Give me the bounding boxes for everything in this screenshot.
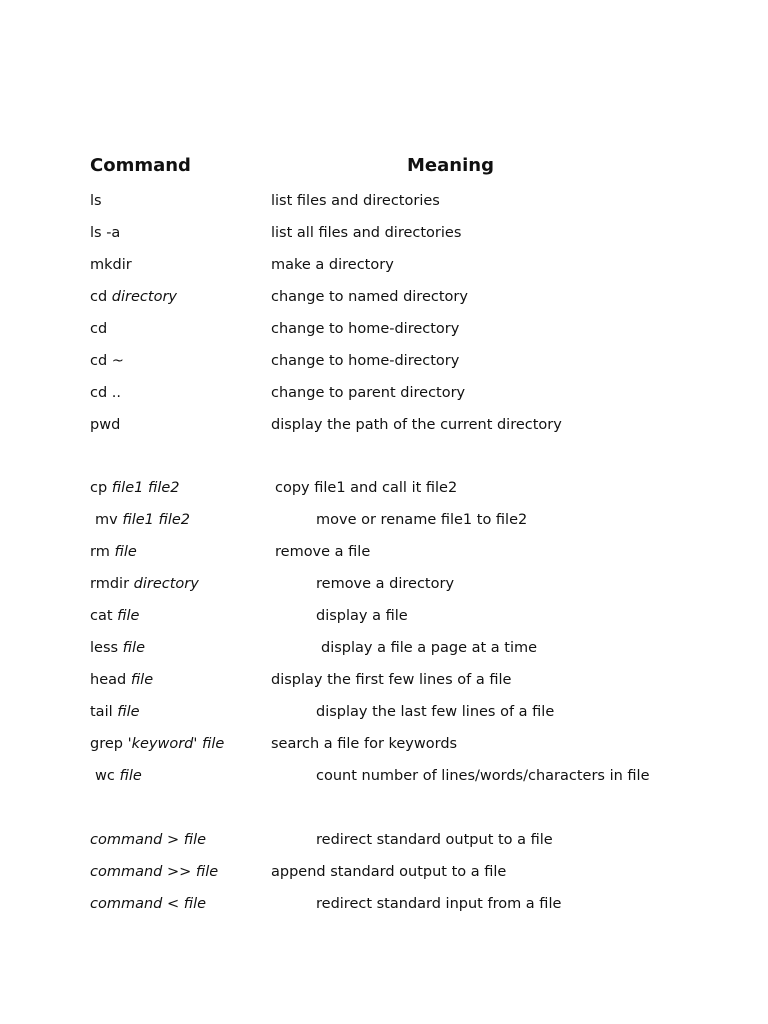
table-row (0, 349, 768, 373)
table-row (0, 189, 768, 213)
command-argument: file (122, 640, 145, 656)
meaning-cell: change to home-directory (271, 321, 460, 337)
table-row (0, 476, 768, 500)
command-name: cat (90, 608, 113, 624)
command-cell: command > file (90, 832, 207, 848)
meaning-cell: search a file for keywords (271, 736, 458, 752)
meaning-cell: move or rename file1 to file2 (316, 512, 528, 528)
meaning-cell: list files and directories (271, 193, 440, 209)
meaning-cell: change to parent directory (271, 385, 466, 401)
command-name: ls (90, 193, 102, 209)
table-row (0, 285, 768, 309)
command-argument: file (119, 768, 142, 784)
command-cell (90, 636, 145, 660)
table-row (0, 668, 768, 692)
command-cell (90, 253, 132, 277)
meaning-cell: remove a directory (316, 576, 455, 592)
command-cell (90, 349, 124, 373)
meaning-cell: change to named directory (271, 289, 468, 305)
table-row (0, 892, 768, 916)
meaning-cell: display the path of the current directory (271, 417, 562, 433)
table-row (0, 860, 768, 884)
command-cell (90, 285, 177, 309)
command-cell (95, 508, 190, 532)
command-cell (90, 381, 121, 405)
table-row (0, 828, 768, 852)
command-cell (90, 221, 120, 245)
command-cell (95, 764, 142, 788)
meaning-cell: make a directory (271, 257, 394, 273)
command-cell: command >> file (90, 864, 219, 880)
table-row (0, 508, 768, 532)
meaning-cell: change to home-directory (271, 353, 460, 369)
command-argument: file (117, 704, 140, 720)
meaning-cell: redirect standard input from a file (316, 896, 562, 912)
command-argument: directory (133, 576, 199, 592)
command-quote: ' (193, 736, 198, 752)
meaning-cell: append standard output to a file (271, 864, 507, 880)
command-name: grep ' (90, 736, 132, 752)
meaning-cell: remove a file (275, 544, 371, 560)
table-row (0, 317, 768, 341)
meaning-cell: list all files and directories (271, 225, 462, 241)
command-name: rm (90, 544, 110, 560)
command-argument: keyword (131, 736, 194, 752)
meaning-cell: redirect standard output to a file (316, 832, 553, 848)
command-name: less (90, 640, 119, 656)
command-name: cp (90, 480, 108, 496)
meaning-cell: display a file (316, 608, 408, 624)
command-cell (90, 317, 107, 341)
command-cell (90, 540, 137, 564)
table-row (0, 732, 768, 756)
command-cell (90, 732, 224, 756)
command-name: cd (90, 289, 108, 305)
table-row (0, 221, 768, 245)
table-row (0, 604, 768, 628)
table-row (0, 764, 768, 788)
command-name: mv (95, 512, 118, 528)
command-argument: file1 file2 (122, 512, 191, 528)
command-name: rmdir (90, 576, 130, 592)
table-row (0, 413, 768, 437)
meaning-cell: display the last few lines of a file (316, 704, 555, 720)
meaning-cell: display the first few lines of a file (271, 672, 512, 688)
command-cell (90, 572, 199, 596)
meaning-cell: display a file a page at a time (321, 640, 538, 656)
meaning-cell: copy file1 and call it file2 (275, 480, 458, 496)
table-row (0, 253, 768, 277)
table-row (0, 700, 768, 724)
command-cell (90, 700, 140, 724)
command-cell (90, 476, 180, 500)
command-cell (90, 413, 120, 437)
command-name: cd .. (90, 385, 122, 401)
command-name: pwd (90, 417, 121, 433)
command-cell (90, 668, 153, 692)
command-name: cd (90, 321, 108, 337)
command-argument: file (201, 736, 225, 752)
meaning-column-header: Meaning (407, 155, 494, 176)
command-name: tail (90, 704, 113, 720)
command-argument: file (130, 672, 154, 688)
command-argument: file (114, 544, 137, 560)
command-argument: directory (111, 289, 177, 305)
command-cell (90, 189, 102, 213)
meaning-cell: count number of lines/words/characters in file (316, 768, 650, 784)
table-row (0, 540, 768, 564)
command-argument: file1 file2 (111, 480, 180, 496)
command-name: mkdir (90, 257, 132, 273)
command-name: ls -a (90, 225, 121, 241)
command-cell: command < file (90, 896, 207, 912)
command-argument: file (117, 608, 140, 624)
command-column-header: Command (90, 155, 191, 176)
table-row (0, 636, 768, 660)
command-cell (90, 604, 139, 628)
table-row (0, 381, 768, 405)
command-name: cd ~ (90, 353, 124, 369)
command-name: head (90, 672, 127, 688)
table-row (0, 572, 768, 596)
command-name: wc (95, 768, 115, 784)
